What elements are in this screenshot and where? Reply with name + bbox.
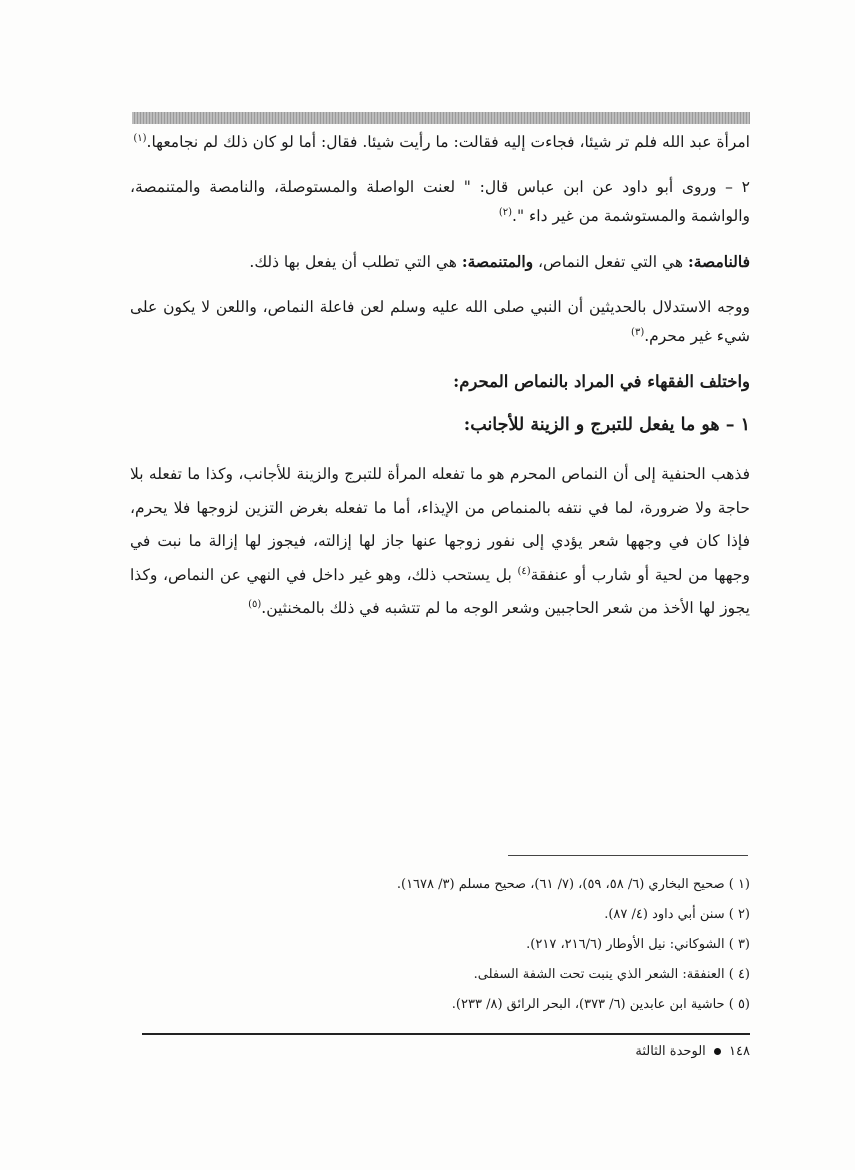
- footnotes: [130, 870, 750, 1020]
- footnote-2: (٢ ) سنن أبي داود (٤/ ٨٧).: [604, 907, 750, 922]
- footer-rule: [142, 1033, 750, 1035]
- subsection-heading: ١ – هو ما يفعل للتبرج و الزينة للأجانب:: [463, 415, 750, 435]
- footnote-4: (٤ ) العنفقة: الشعر الذي ينبت تحت الشفة السفلى.: [473, 967, 750, 982]
- paragraph-hanafi-view: فذهب الحنفية إلى أن النماص المحرم هو ما تفعله المرأة للتبرج والزينة للأجانب، وكذا ما تفعله بلا حاجة ولا ضرورة، لما في نتفه بالمنماص من الإيذاء، أما ما تفعله بغرض التزين لزوجها فلا يحرم، فإذا كان في وجهها شعر يؤدي إلى نفور زوجها عنها جاز لها إزالته، فيجوز لها إزالة ما نبت في وجهها من لحية أو شارب أو عنفقة$^{(٤)}$ بل يستحب ذلك، وهو غير داخل في النهي عن النماص، وكذا يجوز لها الأخذ من شعر الحاجبين وشعر الوجه ما لم تتشبه في ذلك بالمخنثين.$^{(٥)}$: [130, 465, 750, 617]
- term-namisa: فالنامصة:: [687, 252, 750, 271]
- footnote-ref-3: (٣): [631, 326, 645, 338]
- header-band: [132, 112, 750, 124]
- footnote-ref-4: (٤): [517, 565, 531, 577]
- bullet-icon: [714, 1048, 721, 1055]
- term-mutanammisa: والمتنمصة:: [461, 252, 534, 271]
- footnote-1: (١ ) صحيح البخاري (٦/ ٥٨، ٥٩)، (٧/ ٦١)، صحيح مسلم (٣/ ١٦٧٨).: [396, 877, 750, 892]
- paragraph-definitions: فالنامصة: هي التي تفعل النماص، والمتنمصة: هي التي تطلب أن يفعل بها ذلك.: [249, 252, 750, 271]
- page-number: ١٤٨: [729, 1044, 750, 1059]
- footnote-5: (٥ ) حاشية ابن عابدين (٦/ ٣٧٣)، البحر الرائق (٨/ ٢٣٣).: [451, 997, 750, 1012]
- footnote-divider: [508, 855, 748, 856]
- page-footer: [130, 1044, 750, 1059]
- paragraph-abu-dawud: ٢ – وروى أبو داود عن ابن عباس قال: " لعنت الواصلة والمستوصلة، والنامصة والمتنمصة، والواشمة والمستوشمة من غير داء ".$^{(٢)}$: [130, 178, 750, 225]
- footnote-ref-5: (٥): [248, 598, 262, 610]
- main-text: [130, 128, 750, 626]
- paragraph-inference: ووجه الاستدلال بالحديثين أن النبي صلى الله عليه وسلم لعن فاعلة النماص، واللعن لا يكون على شيء غير محرم.$^{(٣)}$: [130, 298, 750, 345]
- footnote-3: (٣ ) الشوكاني: نيل الأوطار (٢١٦/٦، ٢١٧).: [526, 937, 750, 952]
- paragraph-hadith-end: امرأة عبد الله فلم تر شيئا، فجاءت إليه فقالت: ما رأيت شيئا. فقال: أما لو كان ذلك لم نجامعها.$^{(١)}$: [133, 132, 750, 151]
- footnote-ref-2: (٢): [498, 206, 513, 218]
- unit-label: الوحدة الثالثة: [635, 1044, 706, 1059]
- footnote-ref-1: (١): [133, 132, 147, 144]
- section-heading: واختلف الفقهاء في المراد بالنماص المحرم:: [453, 372, 750, 391]
